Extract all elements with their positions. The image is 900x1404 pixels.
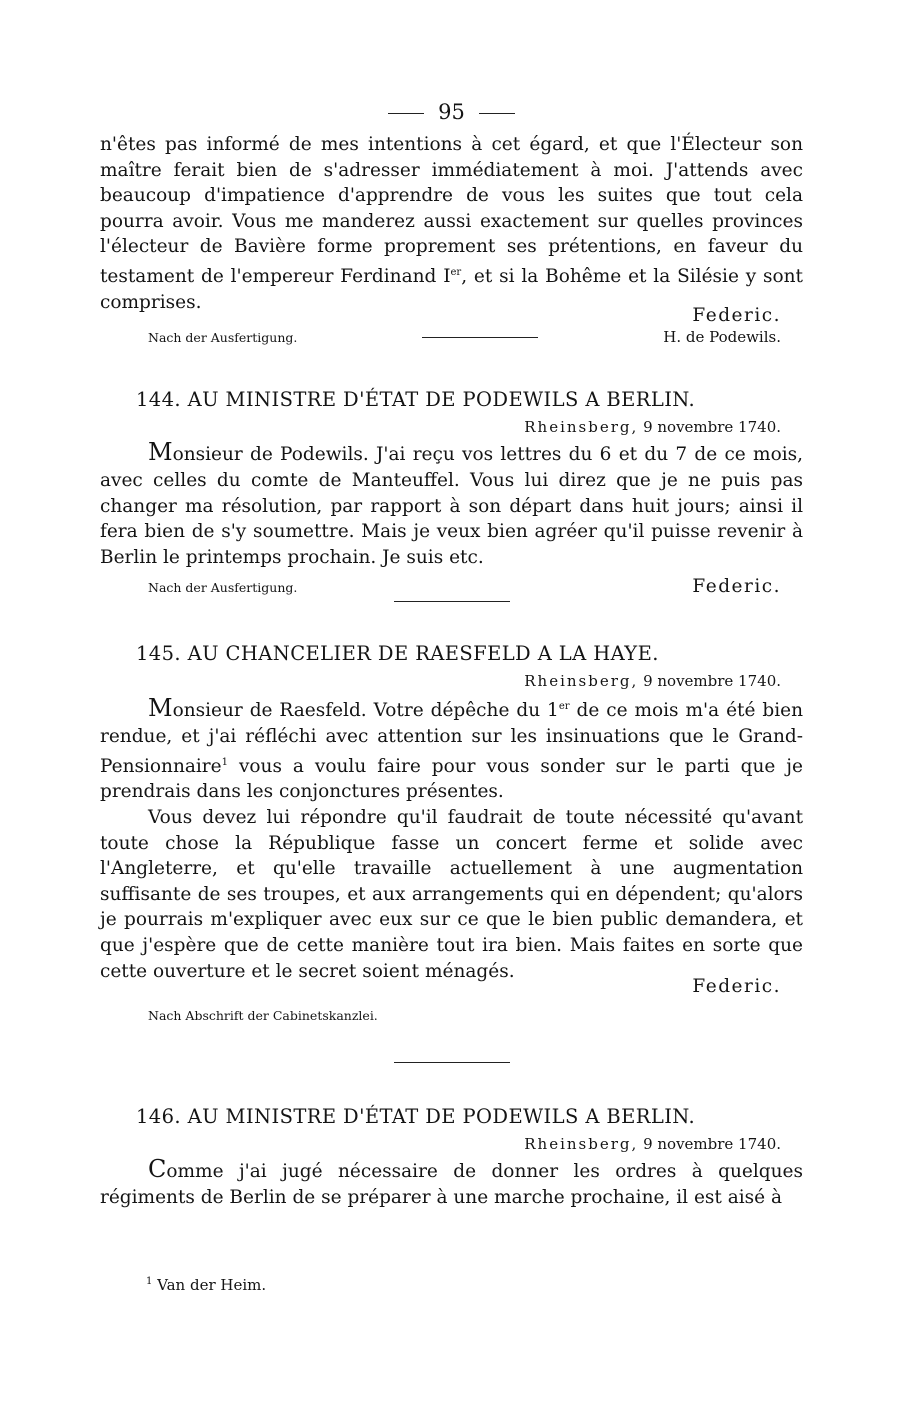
source-note: Nach der Ausfertigung. [148, 580, 298, 596]
continuation-paragraph [100, 132, 803, 315]
letter-heading-144: 144. AU MINISTRE D'ÉTAT DE PODEWILS A BERLIN. [136, 388, 696, 412]
letter-text: onsieur de Podewils. J'ai reçu vos lettres du 6 et du 7 de ce mois, avec celles du comte de Manteuffel. Vous lui direz que je ne puis pas changer ma résolution, par rapport à son départ dans huit jours; ainsi il fera bien de s'y soumettre. Mais je veux bien agréer qu'il puisse revenir à Berlin le printemps prochain. Je suis etc. [100, 444, 803, 568]
date-text: 9 novembre 1740. [643, 418, 781, 437]
source-note: Nach der Ausfertigung. [148, 330, 298, 346]
letter-date-146 [100, 1131, 803, 1157]
letter-body-144 [100, 440, 803, 570]
continuation-signature-row [100, 305, 803, 326]
header-dash-left [388, 113, 424, 114]
superscript: er [450, 266, 462, 278]
letter-heading-145: 145. AU CHANCELIER DE RAESFELD A LA HAYE. [136, 642, 659, 666]
page [100, 92, 803, 1210]
footnote [146, 1276, 266, 1294]
letter-date-144 [100, 414, 803, 440]
source-note: Nach Abschrift der Cabinetskanzlei. [148, 1008, 378, 1024]
letter-body-146 [100, 1157, 803, 1210]
date-place: Rheinsberg, [524, 418, 639, 437]
letter-text: de ce mois m'a été bien rendue, et j'ai réfléchi avec attention sur les insinuations que le Grand-Pensionnaire [100, 700, 803, 777]
date-place: Rheinsberg, [524, 1135, 639, 1154]
footnote-number: 1 [146, 1276, 153, 1287]
page-header [100, 92, 803, 132]
initial-letter: M [148, 438, 173, 467]
letter-body-145-second: Vous devez lui répondre qu'il faudrait de toute nécessité qu'avant toute chose la République fasse un concert ferme et solide avec l'Angleterre, et qu'elle travaille actuellement à une augmentation suffisante de ses troupes, et aux arrangements qui en dépendent; qu'alors je pourrais m'expliquer avec eux sur ce que le bien public demandera, et que j'espère que de cette manière tout ira bien. Mais faites en sorte que cette ouverture et le secret soient ménagés. [100, 806, 803, 982]
letter-body-145 [100, 694, 803, 805]
continuation-text: n'êtes pas informé de mes intentions à cet égard, et que l'Électeur son maître ferait bien de s'adresser immédiatement à moi. J'attends avec beaucoup d'impatience d'apprendre de vous les suites que tout cela pourra avoir. Vous me manderez aussi exactement sur quelles provinces l'électeur de Bavière forme proprement ses prétentions, en faveur du testament de l'empereur Ferdinand I [100, 134, 803, 288]
letter-text: onsieur de Raesfeld. Votre dépêche du 1 [172, 700, 559, 722]
page-number: 95 [438, 100, 465, 124]
header-dash-right [479, 113, 515, 114]
continuation-source-row [100, 328, 803, 346]
superscript: er [558, 701, 570, 713]
footnote-text: Van der Heim. [157, 1276, 267, 1294]
separator-rule [422, 337, 538, 338]
letter-text: vous a voulu faire pour vous sonder sur le parti que je prendrais dans les conjonctures présentes. [100, 755, 803, 803]
date-text: 9 novembre 1740. [643, 672, 781, 691]
countersignature: H. de Podewils. [663, 328, 781, 347]
initial-letter: C [148, 1155, 167, 1184]
initial-letter: M [148, 694, 173, 723]
date-text: 9 novembre 1740. [643, 1135, 781, 1154]
signature: Federic. [692, 576, 781, 598]
letter-text: omme j'ai jugé nécessaire de donner les ordres à quelques régiments de Berlin de se préparer à une marche prochaine, il est aisé à [100, 1161, 803, 1208]
letter-source-145 [100, 1005, 803, 1024]
continuation-text-end: , et si la Bohême et la Silésie y sont comprises. [100, 266, 803, 313]
letter-heading-146: 146. AU MINISTRE D'ÉTAT DE PODEWILS A BERLIN. [136, 1105, 696, 1129]
signature: Federic. [692, 976, 781, 998]
signature: Federic. [692, 305, 781, 327]
date-place: Rheinsberg, [524, 672, 639, 691]
footnote-mark: 1 [221, 756, 228, 768]
letter-footer-144 [100, 576, 803, 597]
letter-date-145 [100, 668, 803, 694]
